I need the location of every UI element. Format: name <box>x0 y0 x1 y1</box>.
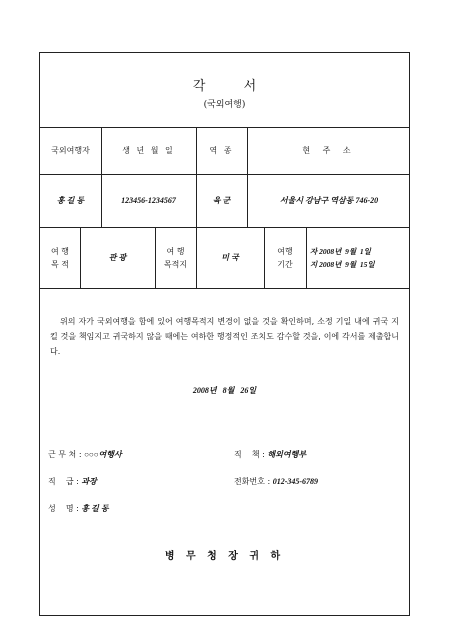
purpose-label-line1: 여 행 <box>51 246 69 256</box>
document-title: 각 서 <box>192 79 257 94</box>
name-label: 성 명 : <box>48 504 79 513</box>
workplace-value: ○○○여행사 <box>84 450 122 459</box>
period-label-line1: 여행 <box>277 246 293 256</box>
workplace-label: 근 무 처 : <box>48 450 82 459</box>
purpose-value: 관 광 <box>108 253 127 262</box>
period-start: 자 2008년 9월 1일 <box>310 246 371 256</box>
service-type-value: 육 군 <box>212 196 231 205</box>
rank-value: 과장 <box>81 477 97 486</box>
header-birthdate: 생 년 월 일 <box>122 146 175 155</box>
destination-label-line2: 목적지 <box>163 259 188 269</box>
period-end: 지 2008년 9월 15일 <box>310 259 375 269</box>
birthdate-value: 123456-1234567 <box>121 196 176 205</box>
header-address: 현 주 소 <box>302 146 356 155</box>
purpose-label-line2: 목 적 <box>51 259 69 269</box>
phone-row <box>234 476 318 487</box>
pledge-statement: 위의 자가 국외여행을 함에 있어 여행목적지 변경이 없을 것을 확인하며, 소정 기일 내에 귀국 지킬 것을 책임지고 귀국하지 않을 때에는 여하한 행정적인 조치도 감수할 것을, 이에 각서를 제출합니다. <box>50 317 399 356</box>
pledge-date: 2008년 8월 26일 <box>192 386 257 395</box>
header-service-type: 역 종 <box>209 146 234 155</box>
pledge-form <box>39 52 410 616</box>
document-subtitle: (국외여행) <box>203 100 246 110</box>
purpose-label <box>40 227 80 288</box>
rule-table-bottom <box>40 288 409 289</box>
recipient: 병 무 청 장 귀 하 <box>164 551 285 562</box>
destination-label-line1: 여 행 <box>166 246 185 256</box>
header-traveler: 국외여행자 <box>51 146 90 155</box>
name-row <box>48 503 109 514</box>
period-label-line2: 기간 <box>277 259 293 269</box>
workplace-row <box>48 449 122 460</box>
period-value <box>306 227 411 288</box>
phone-label: 전화번호 : <box>234 477 271 486</box>
phone-value: 012-345-6789 <box>272 477 319 486</box>
position-row <box>234 449 306 460</box>
position-value: 해외여행부 <box>267 450 307 459</box>
address-value: 서울시 강남구 역삼동 746-20 <box>279 196 379 205</box>
traveler-name: 홍 길 동 <box>56 196 85 205</box>
name-value: 홍 길 동 <box>81 504 109 513</box>
destination-value: 미 국 <box>221 253 239 262</box>
destination-label <box>155 227 196 288</box>
rank-row <box>48 476 97 487</box>
rank-label: 직 급 : <box>48 477 79 486</box>
period-label <box>264 227 306 288</box>
position-label: 직 책 : <box>234 450 265 459</box>
